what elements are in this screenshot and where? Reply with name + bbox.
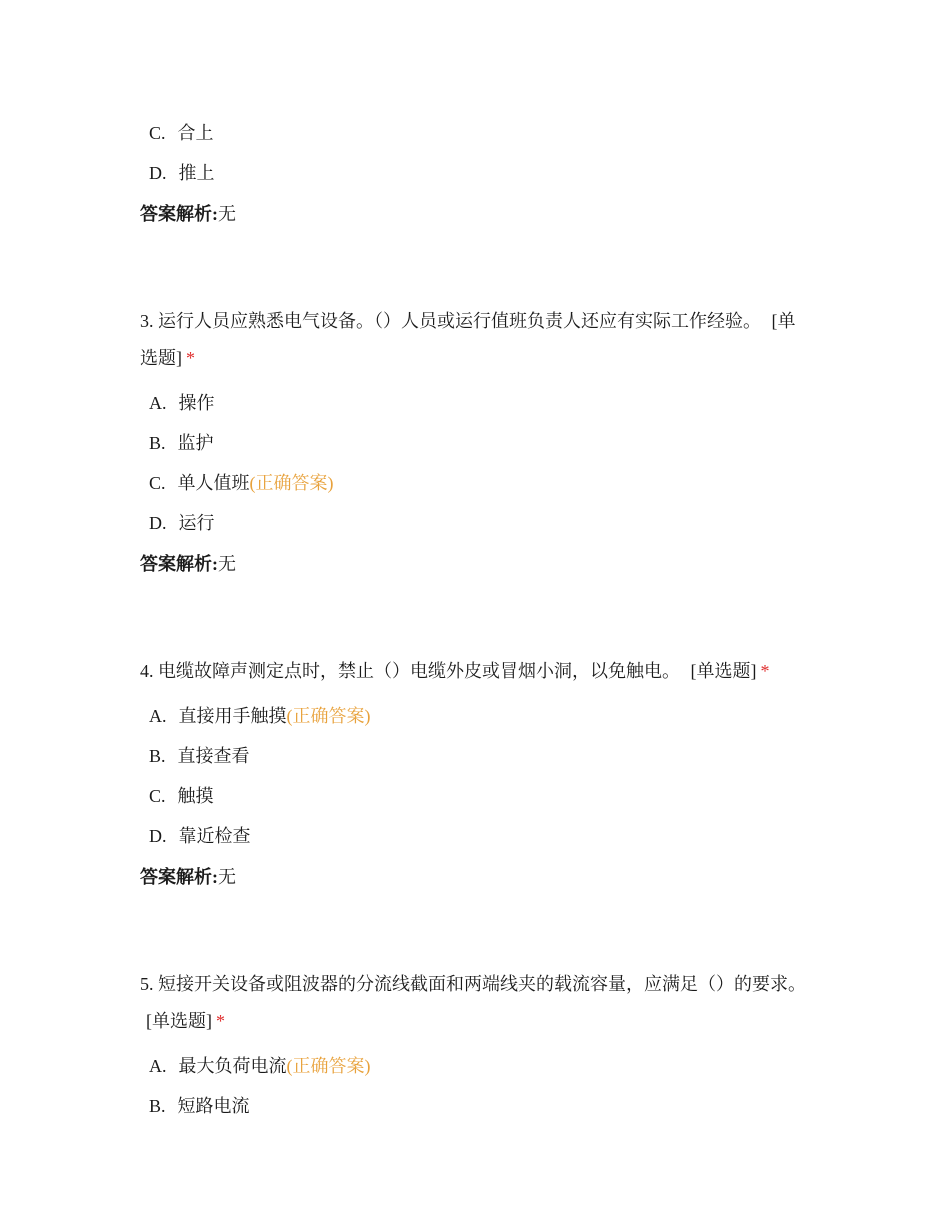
option-d[interactable]: D. 靠近检查: [149, 826, 251, 846]
analysis-label: 答案解析:: [140, 554, 218, 574]
question-2-continuation: [140, 115, 810, 233]
option-text: 直接用手触摸: [178, 706, 287, 726]
option-text: 最大负荷电流: [178, 1056, 287, 1076]
option-letter: D: [149, 513, 162, 533]
option-text: 运行: [178, 513, 215, 533]
analysis-value: 无: [218, 204, 236, 224]
option-c[interactable]: C. 单人值班(正确答案): [149, 473, 334, 493]
question-stem: [140, 966, 810, 1040]
analysis-label: 答案解析:: [140, 204, 218, 224]
option-c[interactable]: C. 合上: [140, 115, 810, 155]
option-letter: A: [149, 393, 162, 413]
option-d[interactable]: D. 推上: [140, 155, 810, 195]
option-text: 合上: [177, 123, 214, 143]
question-type-tag: [单选题]: [690, 661, 757, 681]
option-letter: D: [149, 826, 162, 846]
option-letter: B: [149, 1096, 162, 1116]
option-c[interactable]: C. 触摸: [149, 786, 214, 806]
question-type-tag: [单选题]: [146, 1011, 212, 1031]
option-b[interactable]: B. 监护: [149, 433, 214, 453]
option-text: 靠近检查: [178, 826, 251, 846]
question-number: 3.: [140, 311, 154, 331]
analysis-label: 答案解析:: [140, 867, 218, 887]
question-3: [140, 303, 810, 583]
option-text: 监护: [177, 433, 214, 453]
option-letter: C: [149, 123, 162, 143]
option-letter: C: [149, 786, 162, 806]
question-text: 电缆故障声测定点时，禁止（）电缆外皮或冒烟小洞，以免触电。: [158, 661, 680, 681]
option-letter: A: [149, 1056, 162, 1076]
option-a[interactable]: A. 操作: [149, 393, 215, 413]
option-b[interactable]: B. 短路电流: [149, 1096, 250, 1116]
question-4: [140, 653, 810, 896]
required-mark: *: [760, 661, 770, 681]
option-letter: B: [149, 746, 162, 766]
answer-analysis: [140, 858, 810, 896]
question-number: 4.: [140, 661, 154, 681]
question-number: 5.: [140, 974, 154, 994]
option-text: 推上: [178, 163, 215, 183]
question-5: [140, 966, 810, 1128]
correct-answer-tag: (正确答案): [249, 473, 334, 493]
option-text: 短路电流: [177, 1096, 250, 1116]
option-text: 操作: [178, 393, 215, 413]
quiz-document: [140, 115, 810, 1128]
question-text: 短接开关设备或阻波器的分流线截面和两端线夹的载流容量，应满足（）的要求。: [158, 974, 806, 994]
required-mark: *: [186, 348, 195, 368]
option-text: 单人值班: [177, 473, 250, 493]
option-letter: B: [149, 433, 162, 453]
correct-answer-tag: (正确答案): [286, 1056, 371, 1076]
correct-answer-tag: (正确答案): [286, 706, 371, 726]
answer-analysis: [140, 545, 810, 583]
question-stem: [140, 653, 810, 690]
option-a[interactable]: A. 直接用手触摸(正确答案): [149, 706, 371, 726]
question-stem: [140, 303, 810, 377]
question-text: 运行人员应熟悉电气设备。（）人员或运行值班负责人还应有实际工作经验。: [158, 311, 761, 331]
answer-analysis: [140, 195, 810, 233]
option-text: 触摸: [177, 786, 214, 806]
question-type-tag: [单选题]: [140, 311, 796, 368]
analysis-value: 无: [218, 867, 236, 887]
option-b[interactable]: B. 直接查看: [149, 746, 250, 766]
option-d[interactable]: D. 运行: [149, 513, 215, 533]
analysis-value: 无: [218, 554, 236, 574]
option-letter: A: [149, 706, 162, 726]
option-letter: D: [149, 163, 162, 183]
option-text: 直接查看: [177, 746, 250, 766]
required-mark: *: [216, 1011, 225, 1031]
option-a[interactable]: A. 最大负荷电流(正确答案): [149, 1056, 371, 1076]
option-letter: C: [149, 473, 162, 493]
